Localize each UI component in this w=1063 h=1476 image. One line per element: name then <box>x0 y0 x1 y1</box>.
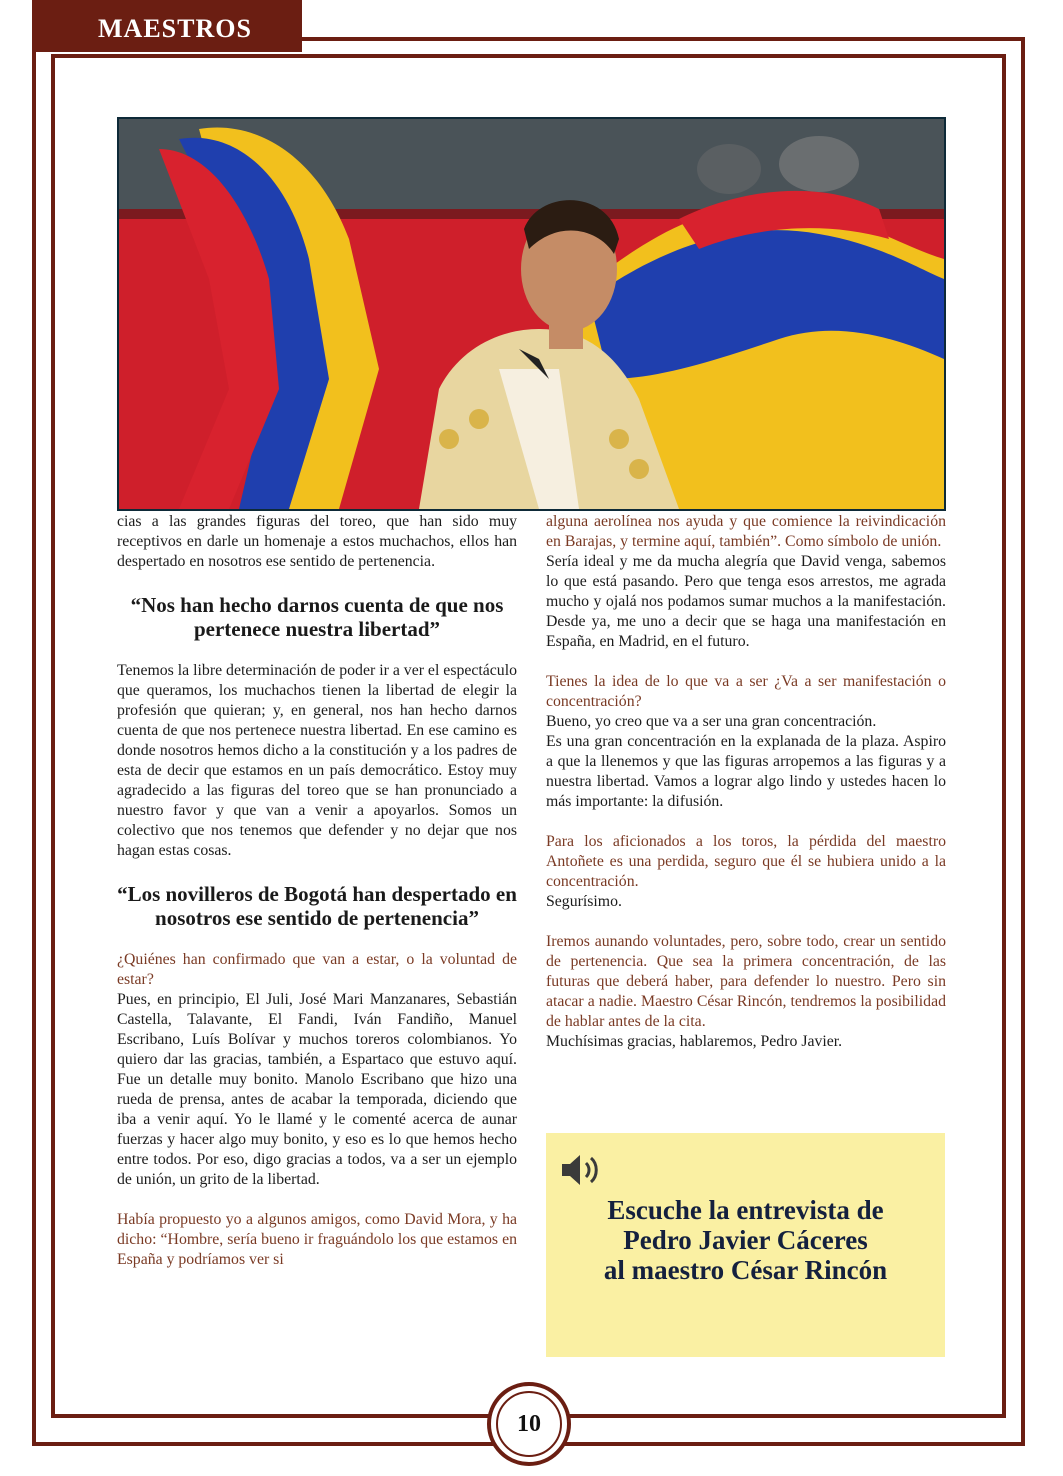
right-column <box>546 512 946 1052</box>
speaker-icon[interactable] <box>560 1151 606 1189</box>
pullquote-libertad: “Nos han hecho darnos cuenta de que nos pertenece nuestra libertad” <box>130 593 504 641</box>
answer-david: Sería ideal y me da mucha alegría que David venga, sabemos lo que está pasando. Pero que tenga esos arrestos, me agrada mucho y ojalá nos podamos sumar muchos a la manifestación. Desde ya, me uno a decir que se haga una manifestación en España, en Madrid, en el futuro. <box>546 553 946 650</box>
page-number-badge <box>487 1382 571 1466</box>
audio-title-line2: Pedro Javier Cáceres <box>623 1225 868 1255</box>
audio-interview-box[interactable] <box>546 1133 945 1357</box>
audio-title-line1: Escuche la entrevista de <box>607 1195 884 1225</box>
paragraph-libertad: Tenemos la libre determinación de poder ir a ver el espectáculo que queramos, los muchachos tienen la libertad de elegir la profesión que quieran; y, en general, nos han hecho darnos cuenta de que nos pertenece nuestra libertad. En ese camino es donde nosotros hemos dicho a la constitución y a los padres de esta de decir que estamos en un país democrático. Estoy muy agradecido a las figuras del toreo que se han pronunciado a nuestro favor y que van a venir a apoyarlos. Somos un colectivo que nos tenemos que defender y no dejar que nos hagan estas cosas. <box>117 662 517 859</box>
answer-gracias: Muchísimas gracias, hablaremos, Pedro Javier. <box>546 1033 843 1050</box>
question-david-mora-cont: alguna aerolínea nos ayuda y que comience la reivindicación en Barajas, y termine aquí, también”. Como símbolo de unión. <box>546 513 946 550</box>
bullfighter-photo-illustration <box>119 119 944 509</box>
question-confirmados: ¿Quiénes han confirmado que van a estar, o la voluntad de estar? <box>117 951 517 988</box>
answer-confirmados: Pues, en principio, El Juli, José Mari Manzanares, Sebastián Castella, Talavante, El Fandi, Iván Fandiño, Manuel Escribano, Luís Bolívar y muchos toreros colombianos. Yo quiero dar las gracias, también, a Espartaco que estuvo aquí. Fue un detalle muy bonito. Manolo Escribano que hizo una rueda de prensa, antes de acabar la temporada, diciendo que iba a venir aquí. Yo le llamé y le comenté acerca de aunar fuerzas y hacer algo muy bonito, y eso es lo que hemos hecho entre todos. Por eso, digo gracias a todos, va a ser un ejemplo de unión, un grito de la libertad. <box>117 991 517 1188</box>
intro-paragraph: cias a las grandes figuras del toreo, que han sido muy receptivos en darle un homenaje a estos muchachos, ellos han despertado en nosotros ese sentido de pertenencia. <box>117 513 517 570</box>
audio-title[interactable] <box>546 1195 945 1285</box>
pullquote-novilleros: “Los novilleros de Bogotá han despertado en nosotros ese sentido de pertenencia” <box>117 882 517 930</box>
page-number: 10 <box>496 1391 562 1457</box>
answer-segurisimo: Segurísimo. <box>546 893 622 910</box>
question-antonete: Para los aficionados a los toros, la pérdida del maestro Antoñete es una perdida, seguro que él se hubiera unido a la concentración. <box>546 833 946 890</box>
answer-concentracion: Bueno, yo creo que va a ser una gran concentración. <box>546 713 877 730</box>
audio-title-line3: al maestro César Rincón <box>603 1255 888 1285</box>
article-photo <box>117 117 946 511</box>
question-pertenencia: Iremos aunando voluntades, pero, sobre todo, crear un sentido de pertenencia. Que sea la primera concentración, de las futuras que deberá haber, para defender lo nuestro. Pero sin atacar a nadie. Maestro César Rincón, tendremos la posibilidad de hablar antes de la cita. <box>546 933 946 1030</box>
left-column <box>117 512 517 1270</box>
question-david-mora: Había propuesto yo a algunos amigos, como David Mora, y ha dicho: “Hombre, sería bueno ir fraguándolo los que estamos en España y podríamos ver si <box>117 1211 517 1268</box>
answer-explanada: Es una gran concentración en la explanada de la plaza. Aspiro a que la llenemos y que las figuras arropemos a las figuras y a nuestra libertad. Vamos a lograr algo lindo y ustedes hacen lo más importante: la difusión. <box>546 733 946 810</box>
section-title: MAESTROS <box>98 14 252 43</box>
question-manifestacion: Tienes la idea de lo que va a ser ¿Va a ser manifestación o concentración? <box>546 673 946 710</box>
